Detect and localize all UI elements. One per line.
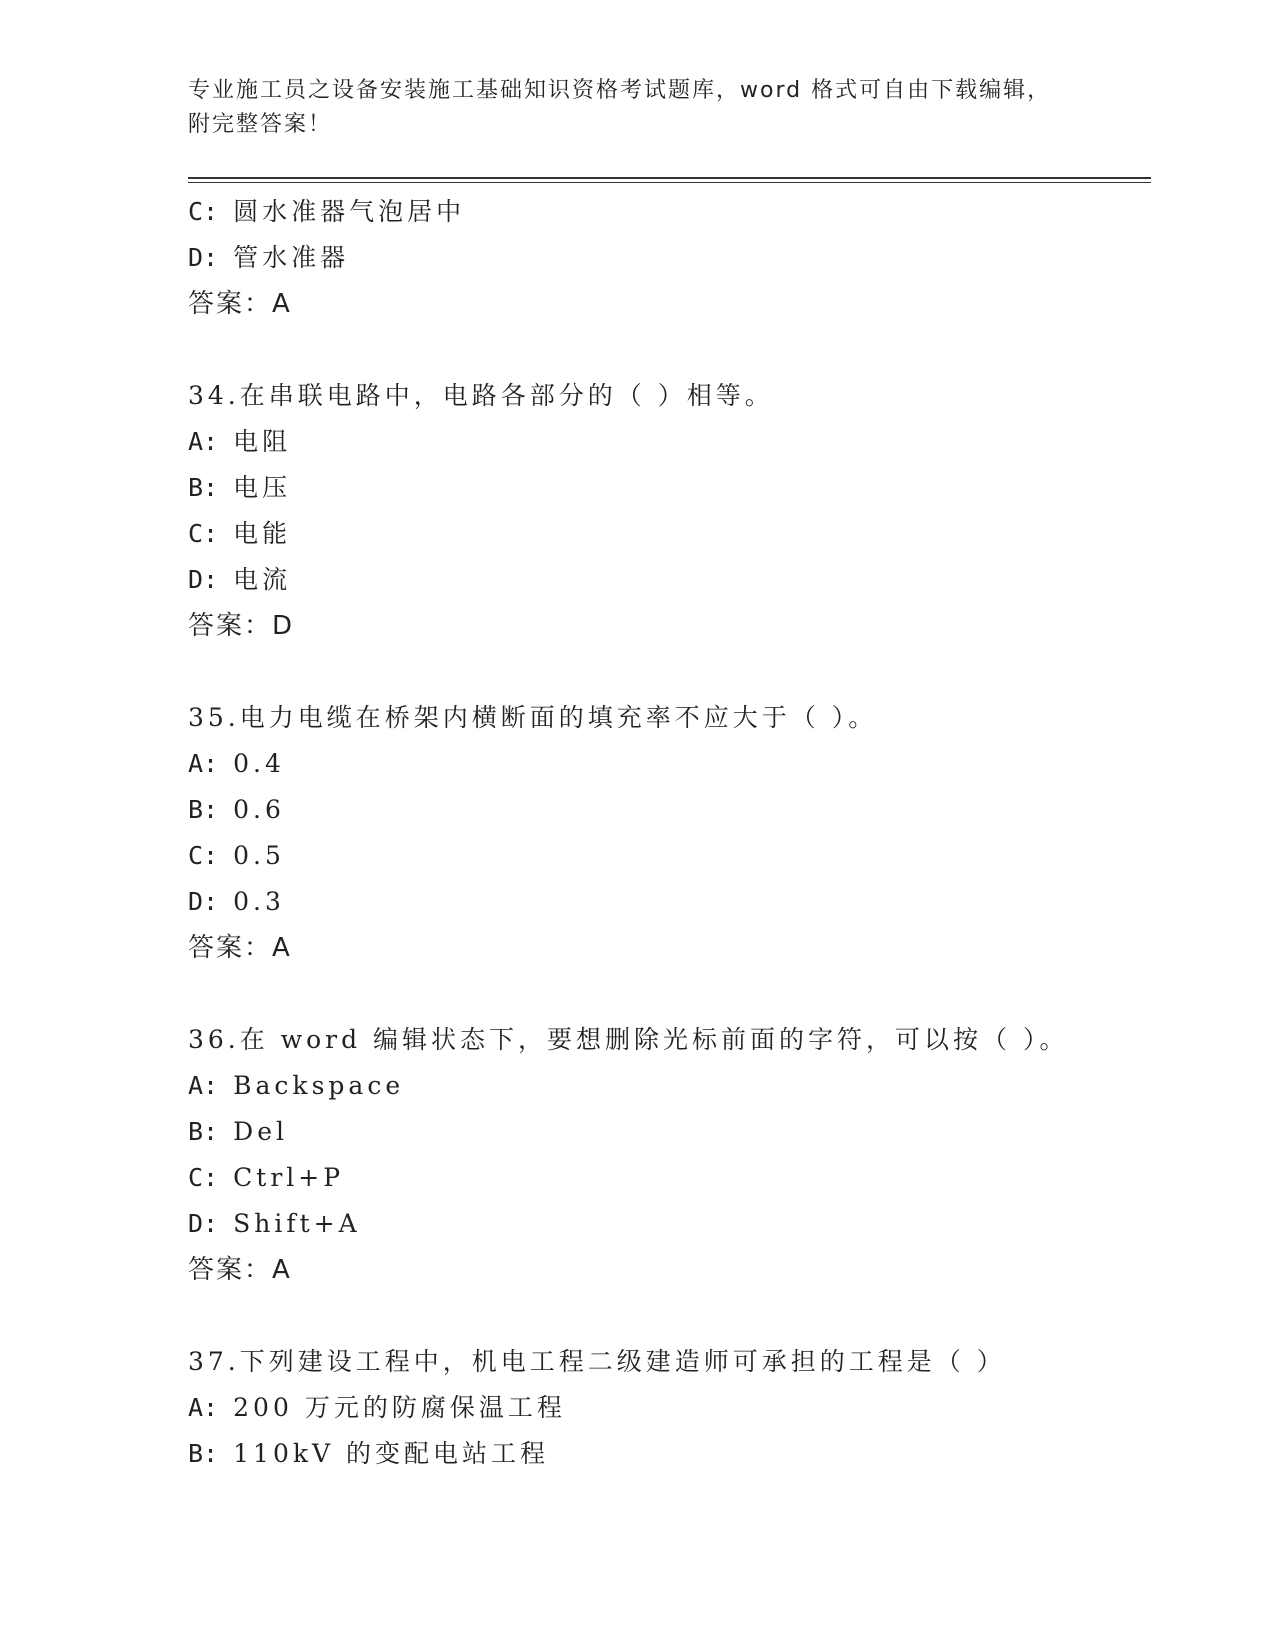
option-d xyxy=(188,235,1148,281)
option-label: C: xyxy=(188,197,234,226)
option-text: 0.4 xyxy=(233,749,285,778)
option-text: 0.5 xyxy=(233,841,285,870)
answer-line: 答案：A xyxy=(188,933,292,963)
option-label: D: xyxy=(188,565,234,594)
option-c xyxy=(188,833,1148,879)
question-35 xyxy=(188,695,1148,971)
option-c xyxy=(188,511,1148,557)
option-label: D: xyxy=(188,1209,234,1238)
option-label: D: xyxy=(188,887,234,916)
option-label: A: xyxy=(188,1393,234,1422)
document-header xyxy=(188,74,1088,142)
option-text: 0.6 xyxy=(233,795,285,824)
question-list xyxy=(188,189,1148,1477)
option-text: 电压 xyxy=(233,473,292,502)
answer-line: 答案：A xyxy=(188,289,292,319)
option-b xyxy=(188,1431,1148,1477)
option-label: B: xyxy=(188,473,234,502)
option-label: A: xyxy=(188,427,234,456)
question-stem: 37.下列建设工程中，机电工程二级建造师可承担的工程是（ ） xyxy=(188,1347,1006,1376)
answer-line: 答案：D xyxy=(188,611,295,641)
option-text: Shift+A xyxy=(233,1209,361,1238)
option-label: C: xyxy=(188,841,234,870)
header-divider-thick xyxy=(188,177,1151,179)
question-stem: 34.在串联电路中，电路各部分的（ ）相等。 xyxy=(188,381,774,410)
question-stem: 36.在 word 编辑状态下，要想删除光标前面的字符，可以按（ ）。 xyxy=(188,1025,1069,1054)
option-text: Backspace xyxy=(233,1071,405,1100)
option-text: 电阻 xyxy=(233,427,292,456)
question-34 xyxy=(188,373,1148,649)
header-line-2: 附完整答案！ xyxy=(188,112,333,137)
header-divider-thin xyxy=(188,182,1151,183)
option-label: B: xyxy=(188,1439,234,1468)
option-text: 管水准器 xyxy=(233,243,350,272)
option-c xyxy=(188,189,1148,235)
option-text: 电流 xyxy=(233,565,292,594)
question-partial xyxy=(188,189,1148,327)
option-d xyxy=(188,879,1148,925)
option-text: 圆水准器气泡居中 xyxy=(233,197,466,226)
option-text: Ctrl+P xyxy=(233,1163,345,1192)
option-label: C: xyxy=(188,1163,234,1192)
option-a xyxy=(188,741,1148,787)
option-d xyxy=(188,557,1148,603)
option-text: 200 万元的防腐保温工程 xyxy=(233,1393,566,1422)
option-a xyxy=(188,1385,1148,1431)
option-label: A: xyxy=(188,1071,234,1100)
header-line-1: 专业施工员之设备安装施工基础知识资格考试题库，word 格式可自由下载编辑， xyxy=(188,78,1052,103)
option-b xyxy=(188,1109,1148,1155)
option-text: 电能 xyxy=(233,519,292,548)
option-label: D: xyxy=(188,243,234,272)
option-label: A: xyxy=(188,749,234,778)
question-37 xyxy=(188,1339,1148,1477)
option-text: Del xyxy=(233,1117,288,1146)
option-b xyxy=(188,787,1148,833)
option-a xyxy=(188,1063,1148,1109)
option-c xyxy=(188,1155,1148,1201)
option-d xyxy=(188,1201,1148,1247)
question-36 xyxy=(188,1017,1148,1293)
option-label: C: xyxy=(188,519,234,548)
option-text: 110kV 的变配电站工程 xyxy=(233,1439,550,1468)
option-text: 0.3 xyxy=(233,887,285,916)
option-label: B: xyxy=(188,795,234,824)
question-stem: 35.电力电缆在桥架内横断面的填充率不应大于（ ）。 xyxy=(188,703,878,732)
option-label: B: xyxy=(188,1117,234,1146)
option-b xyxy=(188,465,1148,511)
option-a xyxy=(188,419,1148,465)
answer-line: 答案：A xyxy=(188,1255,292,1285)
